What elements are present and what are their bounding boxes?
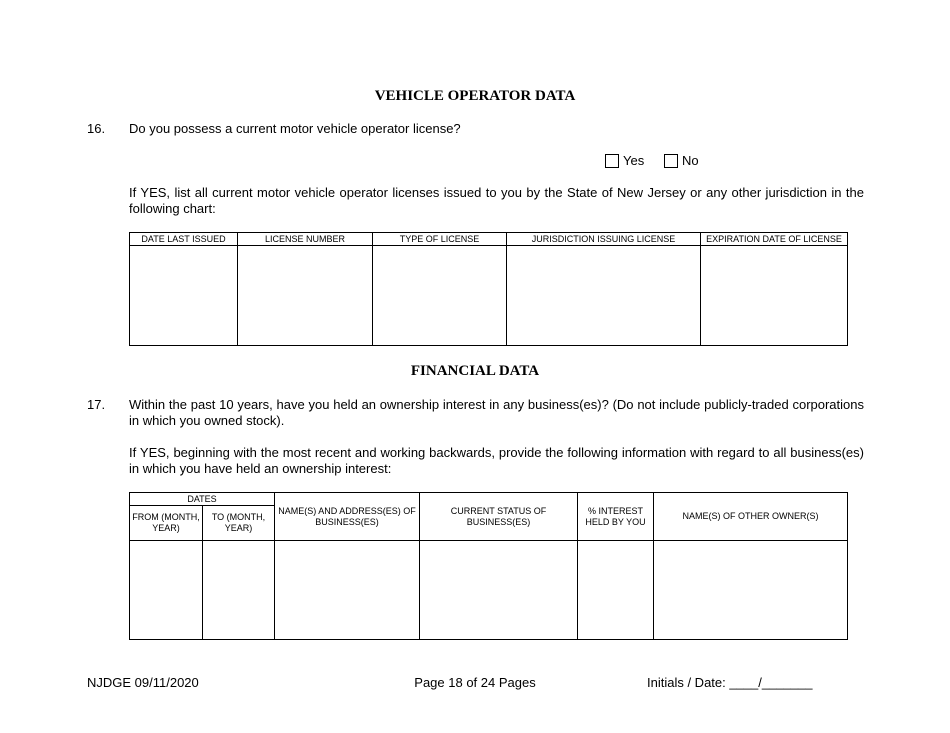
other-owners-header: NAME(S) OF OTHER OWNER(S) [654, 493, 848, 541]
dates-header: DATES [130, 493, 275, 506]
to-date-header: TO (MONTH, YEAR) [203, 506, 275, 541]
to-date-cell[interactable] [203, 541, 275, 640]
business-status-cell[interactable] [420, 541, 578, 640]
business-status-header: CURRENT STATUS OF BUSINESS(ES) [420, 493, 578, 541]
from-date-cell[interactable] [130, 541, 203, 640]
license-jurisdiction-cell[interactable] [507, 246, 701, 346]
license-date-cell[interactable] [130, 246, 238, 346]
license-table [129, 232, 848, 346]
financial-section-heading: FINANCIAL DATA [410, 363, 540, 379]
yes-label: Yes [623, 153, 645, 168]
yes-option[interactable] [605, 153, 644, 168]
interest-cell[interactable] [578, 541, 654, 640]
interest-header: % INTEREST HELD BY YOU [578, 493, 654, 541]
question-16-instruction: If YES, list all current motor vehicle operator licenses issued to you by the State of New Jersey or any other jurisdiction in the following chart: [129, 185, 864, 216]
vehicle-section-heading: VEHICLE OPERATOR DATA [374, 88, 576, 104]
question-16-number: 16. [87, 121, 106, 136]
other-owners-cell[interactable] [654, 541, 848, 640]
license-col-header: EXPIRATION DATE OF LICENSE [701, 233, 848, 246]
page-number: Page 18 of 24 Pages [414, 675, 536, 690]
question-17-instruction: If YES, beginning with the most recent and working backwards, provide the following information with regard to all business(es) in which you have held an ownership interest: [129, 445, 864, 476]
no-option[interactable] [664, 153, 699, 168]
from-date-header: FROM (MONTH, YEAR) [130, 506, 203, 541]
yes-checkbox[interactable] [605, 154, 619, 168]
question-17-text: Within the past 10 years, have you held an ownership interest in any business(es)? (Do not include publicly-traded corporations in which you owned stock). [129, 397, 864, 428]
business-names-header: NAME(S) AND ADDRESS(ES) OF BUSINESS(ES) [275, 493, 420, 541]
license-number-cell[interactable] [238, 246, 373, 346]
license-col-header: TYPE OF LICENSE [373, 233, 507, 246]
license-expiration-cell[interactable] [701, 246, 848, 346]
license-col-header: DATE LAST ISSUED [130, 233, 238, 246]
no-checkbox[interactable] [664, 154, 678, 168]
question-17-number: 17. [87, 397, 106, 412]
license-col-header: LICENSE NUMBER [238, 233, 373, 246]
business-table [129, 492, 848, 640]
license-col-header: JURISDICTION ISSUING LICENSE [507, 233, 701, 246]
no-label: No [682, 153, 699, 168]
license-type-cell[interactable] [373, 246, 507, 346]
form-id: NJDGE 09/11/2020 [87, 675, 199, 690]
question-16-text: Do you possess a current motor vehicle operator license? [129, 121, 461, 136]
business-names-cell[interactable] [275, 541, 420, 640]
initials-date: Initials / Date: ____/_______ [647, 675, 813, 690]
